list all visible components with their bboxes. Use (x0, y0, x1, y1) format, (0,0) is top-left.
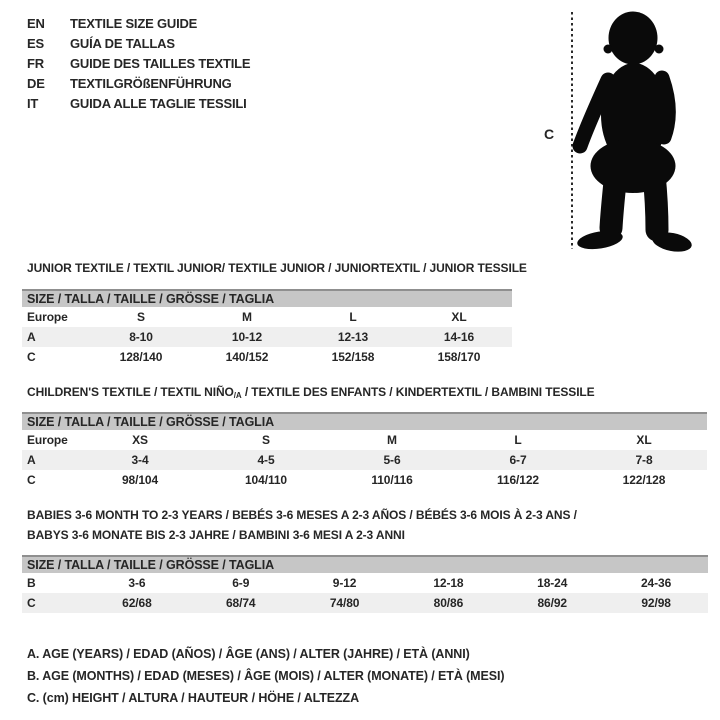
table-cell: 110/116 (371, 473, 413, 487)
table-cell: 3-4 (131, 453, 149, 467)
table-cell: L (349, 310, 357, 324)
language-title: TEXTILE SIZE GUIDE (70, 16, 198, 31)
table-cell: 14-16 (443, 330, 475, 344)
note-height-cm: C. (cm) HEIGHT / ALTURA / HAUTEUR / HÖHE / ALTEZZA (27, 691, 360, 705)
language-code: FR (27, 56, 44, 71)
table-cell: 68/74 (225, 596, 256, 610)
table-cell: XL (636, 433, 652, 447)
height-measure-figure (540, 0, 710, 254)
children-title-main: CHILDREN'S TEXTILE / TEXTIL NIÑO (27, 385, 234, 399)
table-cell: 128/140 (119, 350, 163, 364)
table-cell: 158/170 (437, 350, 481, 364)
language-code: ES (27, 36, 44, 51)
children-section-title (27, 385, 595, 403)
children-size-table (22, 412, 707, 490)
row-label: Europe (27, 433, 68, 447)
table-row-age (22, 450, 707, 470)
language-code: DE (27, 76, 45, 91)
table-row-height (22, 470, 707, 490)
language-title: GUÍA DE TALLAS (70, 36, 175, 51)
language-title: GUIDA ALLE TAGLIE TESSILI (70, 96, 247, 111)
children-title-sub: /A (233, 391, 242, 400)
size-header-bar: SIZE / TALLA / TAILLE / GRÖSSE / TAGLIA (22, 412, 707, 430)
language-row (27, 54, 250, 74)
row-label: C (27, 473, 36, 487)
table-cell: XL (451, 310, 467, 324)
table-row-europe (22, 307, 512, 327)
table-cell: 74/80 (329, 596, 360, 610)
toddler-silhouette-icon (560, 0, 700, 252)
language-row (27, 14, 250, 34)
table-row-age-months (22, 573, 708, 593)
table-cell: M (387, 433, 397, 447)
row-label: B (27, 576, 36, 590)
table-cell: 98/104 (121, 473, 159, 487)
babies-title-line2: BABYS 3-6 MONATE BIS 2-3 JAHRE / BAMBINI 3-6 MESI A 2-3 ANNI (27, 528, 405, 542)
table-cell: S (137, 310, 145, 324)
size-header-bar: SIZE / TALLA / TAILLE / GRÖSSE / TAGLIA (22, 289, 512, 307)
table-cell: 9-12 (332, 576, 357, 590)
language-code: EN (27, 16, 45, 31)
babies-section-title (27, 505, 577, 545)
table-cell: 86/92 (537, 596, 567, 610)
table-cell: 4-5 (257, 453, 275, 467)
table-cell: 6-7 (509, 453, 527, 467)
table-cell: 12-13 (337, 330, 369, 344)
language-title: TEXTILGRÖßENFÜHRUNG (70, 76, 232, 91)
table-cell: 104/110 (244, 473, 287, 487)
junior-size-table (22, 289, 512, 367)
note-age-years: A. AGE (YEARS) / EDAD (AÑOS) / ÂGE (ANS) / ALTER (JAHRE) / ETÀ (ANNI) (27, 647, 470, 661)
table-cell: 10-12 (231, 330, 263, 344)
language-code: IT (27, 96, 39, 111)
table-cell: 12-18 (433, 576, 464, 590)
row-label: C (27, 350, 36, 364)
table-cell: 122/128 (622, 473, 666, 487)
table-cell: 140/152 (225, 350, 269, 364)
table-cell: L (514, 433, 522, 447)
table-row-height (22, 347, 512, 367)
table-cell: 18-24 (537, 576, 568, 590)
legend-notes (27, 643, 504, 709)
language-row (27, 94, 250, 114)
language-list (27, 14, 250, 114)
row-label: A (27, 453, 36, 467)
row-label: Europe (27, 310, 68, 324)
junior-section-title: JUNIOR TEXTILE / TEXTIL JUNIOR/ TEXTILE JUNIOR / JUNIORTEXTIL / JUNIOR TESSILE (27, 261, 527, 275)
table-cell: XS (132, 433, 148, 447)
table-row-europe (22, 430, 707, 450)
babies-size-table (22, 555, 708, 613)
table-cell: 116/122 (496, 473, 539, 487)
table-cell: 3-6 (128, 576, 146, 590)
language-row (27, 74, 250, 94)
note-age-months: B. AGE (MONTHS) / EDAD (MESES) / ÂGE (MOIS) / ALTER (MONATE) / ETÀ (MESI) (27, 669, 505, 683)
size-header-bar: SIZE / TALLA / TAILLE / GRÖSSE / TAGLIA (22, 555, 708, 573)
row-label: A (27, 330, 36, 344)
table-cell: 62/68 (122, 596, 152, 610)
babies-title-line1: BABIES 3-6 MONTH TO 2-3 YEARS / BEBÉS 3-6 MESES A 2-3 AÑOS / BÉBÉS 3-6 MOIS À 2-3 ANS / (27, 508, 577, 522)
table-row-age (22, 327, 512, 347)
table-cell: 8-10 (129, 330, 153, 344)
children-title-rest: / TEXTILE DES ENFANTS / KINDERTEXTIL / BAMBINI TESSILE (241, 385, 595, 399)
measure-c-label: C (544, 126, 555, 142)
table-row-height (22, 593, 708, 613)
table-cell: 7-8 (635, 453, 653, 467)
language-title: GUIDE DES TAILLES TEXTILE (70, 56, 251, 71)
table-cell: 6-9 (232, 576, 250, 590)
table-cell: M (242, 310, 252, 324)
table-cell: 5-6 (383, 453, 401, 467)
table-cell: S (262, 433, 270, 447)
language-row (27, 34, 250, 54)
row-label: C (27, 596, 36, 610)
table-cell: 80/86 (433, 596, 464, 610)
table-cell: 152/158 (331, 350, 375, 364)
table-cell: 92/98 (641, 596, 671, 610)
table-cell: 24-36 (640, 576, 672, 590)
